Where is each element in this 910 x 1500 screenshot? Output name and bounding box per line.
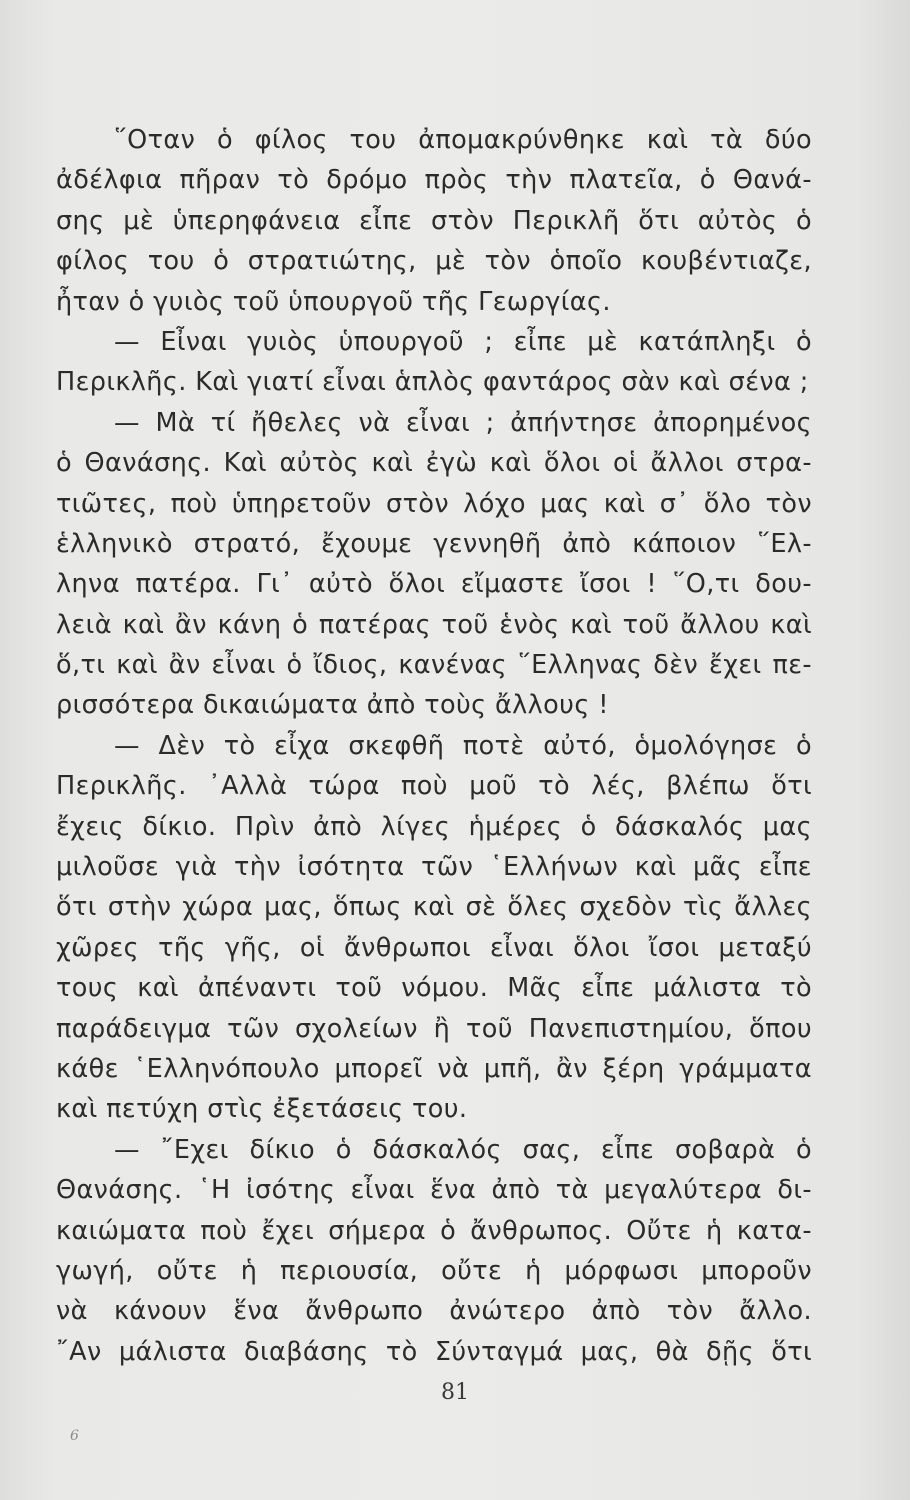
text-line: κάθε ῾Ελληνόπουλο μπορεῖ νὰ μπῆ, ἂν ξέρη γράμματα <box>56 1053 812 1084</box>
text-line: καὶ πετύχη στὶς ἐξετάσεις του. <box>56 1094 468 1125</box>
text-line: τους καὶ ἀπέναντι τοῦ νόμου. Μᾶς εἶπε μάλιστα τὸ <box>56 973 812 1004</box>
text-line: παράδειγμα τῶν σχολείων ἢ τοῦ Πανεπιστημίου, ὅπου <box>56 1013 812 1044</box>
text-line: ἀδέλφια πῆραν τὸ δρόμο πρὸς τὴν πλατεῖα, ὁ Θανά- <box>56 165 812 196</box>
text-line: μιλοῦσε γιὰ τὴν ἰσότητα τῶν ῾Ελλήνων καὶ μᾶς εἶπε <box>56 852 812 883</box>
text-line: ῞Οταν ὁ φίλος του ἀπομακρύνθηκε καὶ τὰ δύο <box>114 125 812 155</box>
text-line: ὅτι στὴν χώρα μας, ὅπως καὶ σὲ ὅλες σχεδὸν τὶς ἄλλες <box>56 892 812 923</box>
text-line: — ῎Εχει δίκιο ὁ δάσκαλός σας, εἶπε σοβαρὰ ὁ <box>114 1134 812 1165</box>
text-line: ρισσότερα δικαιώματα ἀπὸ τοὺς ἄλλους ! <box>56 690 609 721</box>
text-line: σης μὲ ὑπερηφάνεια εἶπε στὸν Περικλῆ ὅτι αὐτὸς ὁ <box>56 205 812 236</box>
text-line: — Εἶναι γυιὸς ὑπουργοῦ ; εἶπε μὲ κατάπληξι ὁ <box>114 326 812 357</box>
text-line: ληνα πατέρα. Γι᾽ αὐτὸ ὅλοι εἴμαστε ἴσοι ! ῞Ο,τι δου- <box>56 569 812 600</box>
text-line: ῎Αν μάλιστα διαβάσης τὸ Σύνταγμά μας, θὰ δῇς ὅτι <box>56 1336 812 1367</box>
text-line: ἦταν ὁ γυιὸς τοῦ ὑπουργοῦ τῆς Γεωργίας. <box>56 286 611 317</box>
text-line: χῶρες τῆς γῆς, οἱ ἄνθρωποι εἶναι ὅλοι ἴσοι μεταξύ <box>56 932 812 963</box>
text-line: Περικλῆς. Καὶ γιατί εἶναι ἁπλὸς φαντάρος σὰν καὶ σένα ; <box>56 367 809 398</box>
text-line: φίλος του ὁ στρατιώτης, μὲ τὸν ὁποῖο κουβέντιαζε, <box>56 246 812 277</box>
text-line: — Δὲν τὸ εἶχα σκεφθῆ ποτὲ αὐτό, ὁμολόγησε ὁ <box>114 730 812 761</box>
text-line: Θανάσης. ῾Η ἰσότης εἶναι ἕνα ἀπὸ τὰ μεγαλύτερα δι- <box>56 1175 812 1206</box>
text-line: καιώματα ποὺ ἔχει σήμερα ὁ ἄνθρωπος. Οὔτε ἡ κατα- <box>56 1215 812 1246</box>
text-line: ὅ,τι καὶ ἂν εἶναι ὁ ἴδιος, κανένας ῞Ελληνας δὲν ἔχει πε- <box>56 650 812 681</box>
signature-mark: 6 <box>70 1428 79 1444</box>
text-line: γωγή, οὔτε ἡ περιουσία, οὔτε ἡ μόρφωσι μποροῦν <box>56 1255 812 1286</box>
text-line: λειὰ καὶ ἂν κάνη ὁ πατέρας τοῦ ἑνὸς καὶ τοῦ ἄλλου καὶ <box>56 609 812 640</box>
text-line: νὰ κάνουν ἕνα ἄνθρωπο ἀνώτερο ἀπὸ τὸν ἄλλο. <box>56 1296 812 1327</box>
body-text <box>56 120 812 1372</box>
page-number: 81 <box>441 1380 469 1405</box>
text-line: — Μὰ τί ἤθελες νὰ εἶναι ; ἀπήντησε ἀπορημένος <box>114 407 812 438</box>
text-line: τιῶτες, ποὺ ὑπηρετοῦν στὸν λόχο μας καὶ σ᾽ ὅλο τὸν <box>56 488 812 519</box>
text-line: ὁ Θανάσης. Καὶ αὐτὸς καὶ ἐγὼ καὶ ὅλοι οἱ ἄλλοι στρα- <box>56 448 812 479</box>
text-line: ἔχεις δίκιο. Πρὶν ἀπὸ λίγες ἡμέρες ὁ δάσκαλός μας <box>56 811 812 842</box>
text-line: ἑλληνικὸ στρατό, ἔχουμε γεννηθῆ ἀπὸ κάποιον ῞Ελ- <box>56 528 812 559</box>
text-line: Περικλῆς. ᾿Αλλὰ τώρα ποὺ μοῦ τὸ λές, βλέπω ὅτι <box>56 771 812 802</box>
